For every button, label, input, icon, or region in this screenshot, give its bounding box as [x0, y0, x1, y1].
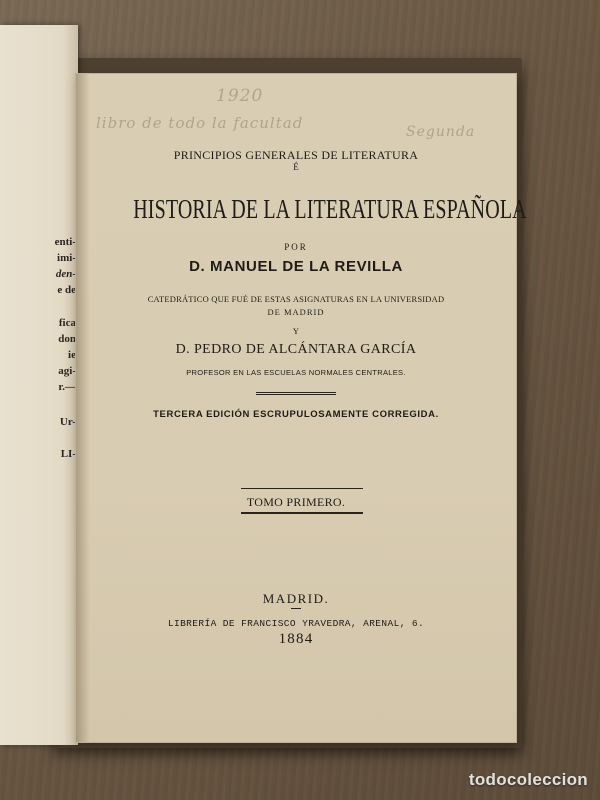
title-page: [76, 74, 527, 742]
divider: [291, 608, 301, 609]
left-fragment: LI-: [60, 448, 76, 460]
author-1-desc: CATEDRÁTICO QUE FUÉ DE ESTAS ASIGNATURAS EN LA UNIVERSIDAD: [147, 294, 445, 304]
left-fragment: enti-: [54, 236, 76, 248]
divider: [256, 392, 336, 393]
watermark-logo: todocoleccion: [468, 770, 588, 789]
divider: [256, 394, 336, 395]
author-1-desc-2: DE MADRID: [267, 307, 325, 317]
author-2-desc: PROFESOR EN LAS ESCUELAS NORMALES CENTRALES.: [186, 368, 406, 377]
left-fragment: imi-: [57, 252, 76, 264]
handwriting-line: 1920: [216, 86, 264, 106]
left-fragment: r.—: [58, 381, 76, 393]
left-fragment: den-: [55, 268, 76, 280]
publisher: LIBRERÍA DE FRANCISCO YRAVEDRA, ARENAL, 6.: [167, 618, 425, 629]
author-1: D. MANUEL DE LA REVILLA: [189, 258, 403, 275]
volume-rule-top: [241, 488, 363, 489]
left-fragment: ie: [68, 349, 76, 361]
left-page: [0, 25, 78, 745]
volume-label: TOMO PRIMERO.: [246, 495, 346, 509]
left-fragment: e de: [57, 284, 76, 296]
handwriting-line: Segunda: [406, 124, 476, 140]
edition-note: TERCERA EDICIÓN ESCRUPULOSAMENTE CORREGIDA.: [153, 409, 439, 420]
left-fragment: don: [58, 333, 76, 345]
subtitle-top: PRINCIPIOS GENERALES DE LITERATURA: [173, 148, 419, 162]
y-label: Y: [292, 326, 300, 336]
volume-rule-bottom: [241, 512, 363, 514]
author-2: D. PEDRO DE ALCÁNTARA GARCÍA: [175, 342, 417, 357]
left-fragment: Ur-: [59, 416, 76, 428]
handwriting-line: libro de todo la facultad: [96, 114, 304, 132]
left-fragment: agi-: [58, 365, 76, 377]
por-label: POR: [284, 242, 308, 252]
city: MADRID.: [262, 591, 330, 606]
year: 1884: [278, 631, 314, 647]
left-fragment: fica: [58, 317, 76, 329]
conjunction: É: [293, 162, 299, 172]
main-title: HISTORIA DE LA LITERATURA ESPAÑOLA: [133, 194, 527, 224]
